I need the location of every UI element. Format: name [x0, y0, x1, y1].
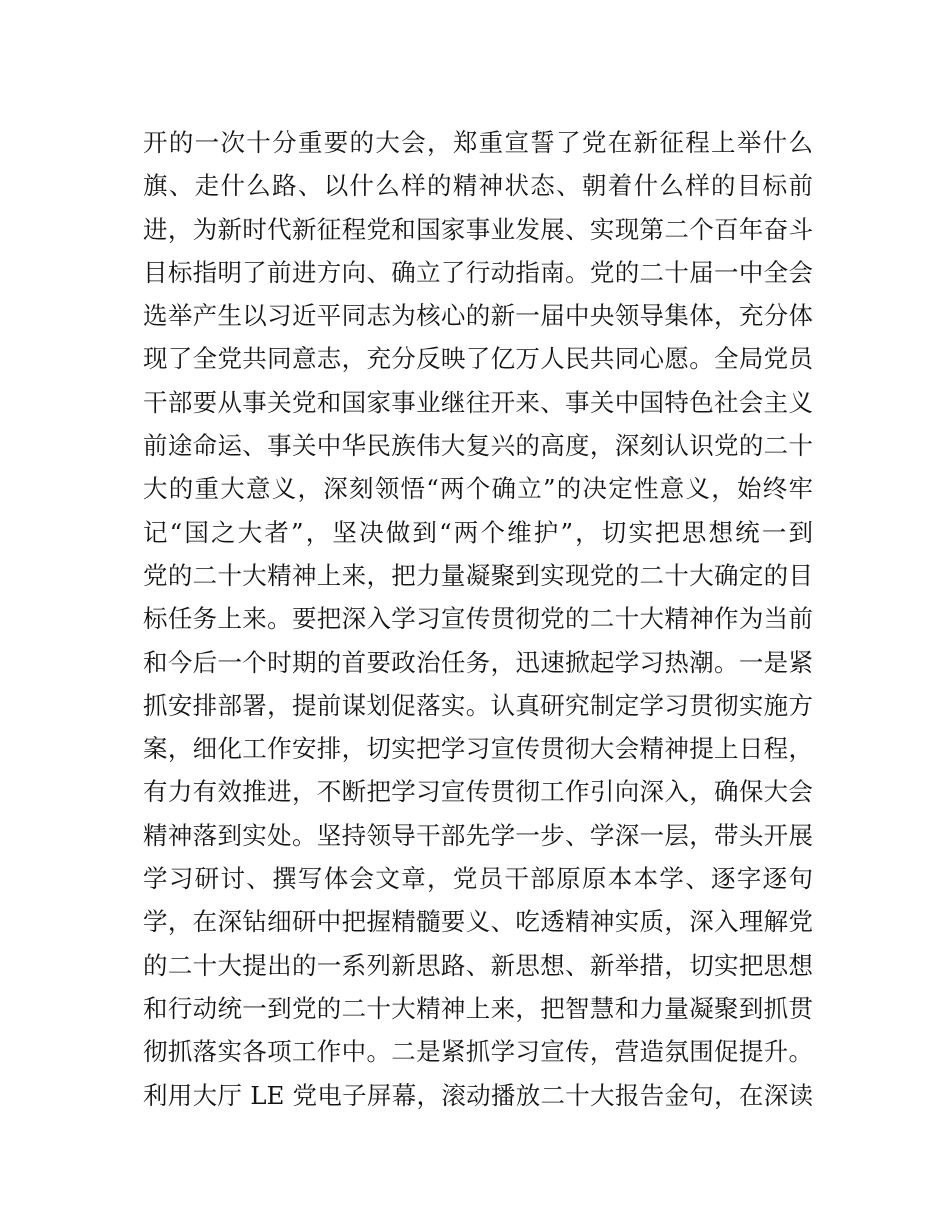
text-line: 利用大厅 LE 党电子屏幕，滚动播放二十大报告金句，在深读 [143, 1080, 813, 1110]
text-line: 记“国之大者”，坚决做到“两个维护”，切实把思想统一到 [143, 517, 813, 547]
text-line: 彻抓落实各项工作中。二是紧抓学习宣传，营造氛围促提升。 [143, 1037, 813, 1067]
text-line: 学习研讨、撰写体会文章，党员干部原原本本学、逐字逐句 [143, 864, 813, 894]
text-line: 学，在深钻细研中把握精髓要义、吃透精神实质，深入理解党 [143, 907, 813, 937]
text-line: 标任务上来。要把深入学习宣传贯彻党的二十大精神作为当前 [143, 604, 813, 634]
text-line: 旗、走什么路、以什么样的精神状态、朝着什么样的目标前 [143, 171, 813, 201]
text-line: 前途命运、事关中华民族伟大复兴的高度，深刻认识党的二十 [143, 431, 813, 461]
text-line: 抓安排部署，提前谋划促落实。认真研究制定学习贯彻实施方 [143, 690, 813, 720]
text-line: 党的二十大精神上来，把力量凝聚到实现党的二十大确定的目 [143, 560, 813, 590]
text-line: 和今后一个时期的首要政治任务，迅速掀起学习热潮。一是紧 [143, 647, 813, 677]
text-line: 和行动统一到党的二十大精神上来，把智慧和力量凝聚到抓贯 [143, 993, 813, 1023]
text-line: 开的一次十分重要的大会，郑重宣誓了党在新征程上举什么 [143, 128, 813, 157]
text-line: 大的重大意义，深刻领悟“两个确立”的决定性意义，始终牢 [143, 474, 813, 504]
text-line: 精神落到实处。坚持领导干部先学一步、学深一层，带头开展 [143, 820, 813, 850]
text-line: 有力有效推进，不断把学习宣传贯彻工作引向深入，确保大会 [143, 777, 813, 807]
body-text [143, 121, 813, 1117]
text-line: 进，为新时代新征程党和国家事业发展、实现第二个百年奋斗 [143, 214, 813, 244]
text-line: 目标指明了前进方向、确立了行动指南。党的二十届一中全会 [143, 257, 813, 287]
text-line: 选举产生以习近平同志为核心的新一届中央领导集体，充分体 [143, 301, 813, 331]
text-line: 现了全党共同意志，充分反映了亿万人民共同心愿。全局党员 [143, 344, 813, 374]
text-line: 案，细化工作安排，切实把学习宣传贯彻大会精神提上日程， [143, 734, 813, 764]
text-line: 干部要从事关党和国家事业继往开来、事关中国特色社会主义 [143, 387, 813, 417]
text-line: 的二十大提出的一系列新思路、新思想、新举措，切实把思想 [143, 950, 813, 980]
